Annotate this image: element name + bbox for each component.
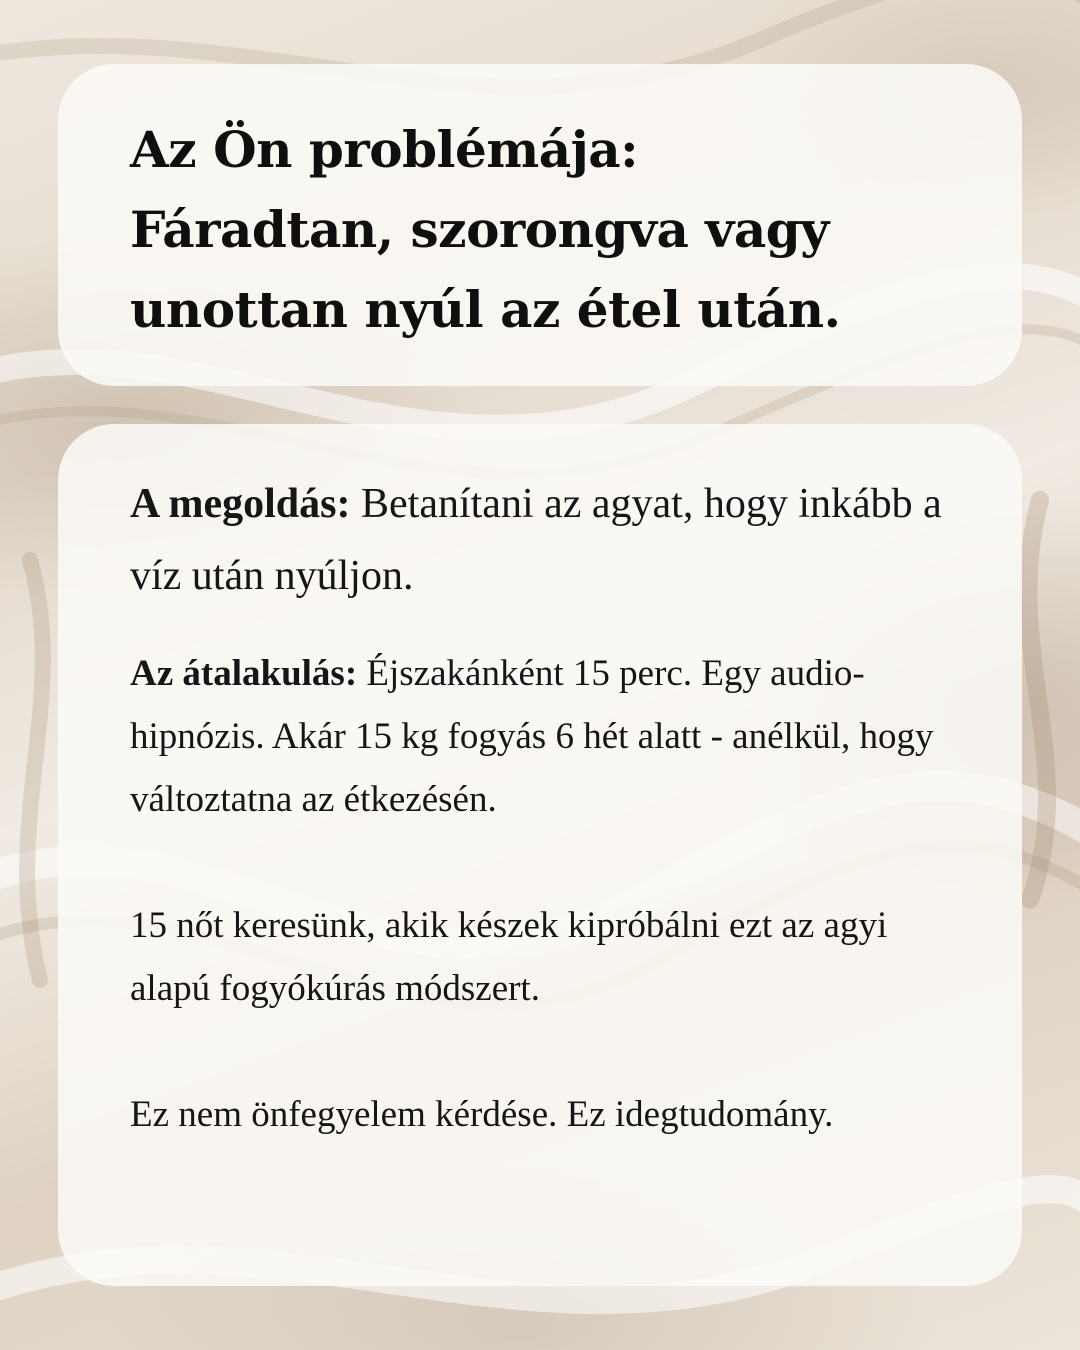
problem-card [58, 64, 1022, 386]
solution-card [58, 424, 1022, 1286]
headline-line-1: Az Ön problémája: [130, 120, 639, 179]
transformation-text: Éjszakánként 15 perc. Egy audio-hipnózis. Akár 15 kg fogyás 6 hét alatt - anélkül, hogy változtatna az étkezésén. [130, 653, 934, 820]
solution-text: Betanítani az agyat, hogy inkább a víz után nyúljon. [130, 481, 942, 599]
solution-label: A megoldás: [130, 481, 351, 527]
closing-text: Ez nem önfegyelem kérdése. Ez idegtudomány. [130, 1094, 834, 1135]
call-to-action-text: 15 nőt keresünk, akik készek kipróbálni ezt az agyi alapú fogyókúrás módszert. [130, 905, 888, 1009]
headline-line-3: unottan nyúl az étel után. [130, 280, 841, 339]
problem-headline [130, 110, 952, 350]
solution-paragraph [130, 468, 962, 612]
transformation-paragraph [130, 642, 962, 831]
transformation-label: Az átalakulás: [130, 653, 358, 694]
headline-line-2: Fáradtan, szorongva vagy [130, 200, 829, 259]
